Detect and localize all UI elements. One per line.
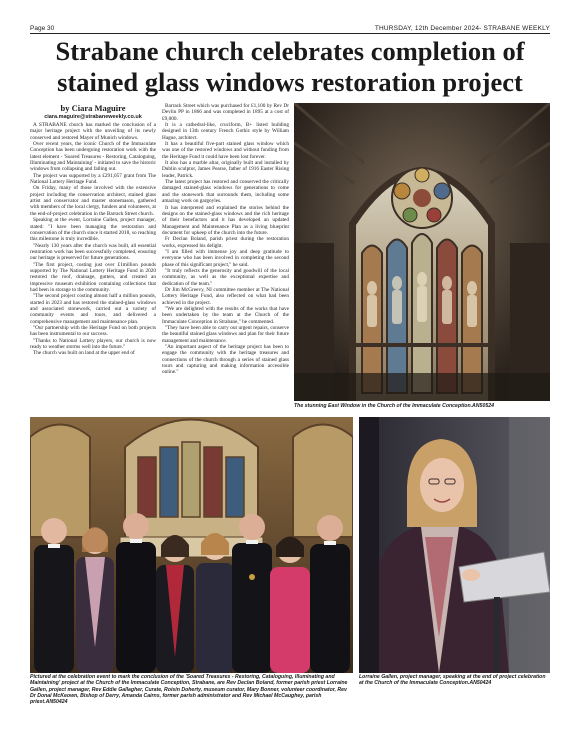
article-paragraph: It has interpreted and explained the stories behind the designs on the stained-glass windows and the rich heritage of their benefactors and it has developed an updated Management and Maintenance Plan as a living blueprint document for upkeep of the church into the future. <box>162 204 289 236</box>
article-column-1 <box>30 122 156 411</box>
article-paragraph: "Thanks to National Lottery players, our church is now ready to weather storms well into the future." <box>30 337 156 351</box>
headline-line-2: stained glass windows restoration project <box>57 67 523 97</box>
headline-line-1: Strabane church celebrates completion of <box>55 36 525 66</box>
article-paragraph: "Our partnership with the Heritage Fund on both projects has been instrumental to our success. <box>30 325 156 338</box>
article-paragraph: "They have been able to carry out urgent repairs, conserve the beautiful stained glass windows and plan for their future management and maintenance. <box>162 325 289 344</box>
article-paragraph: "An important aspect of the heritage project has been to engage the community with the heritage treasures and connections of the church through a series of stained glass tours and capturing and making information accessible online." <box>162 344 289 376</box>
byline <box>30 103 156 120</box>
dateline: THURSDAY, 12th December 2024- STRABANE WEEKLY <box>374 25 550 32</box>
page-number: Page 30 <box>30 25 55 32</box>
article-paragraph: "The second project costing almost half a million pounds, started in 2023 and has restored the stained-glass windows and associated stonework, carried out a variety of community events and tours, and delivered a comprehensive management and maintenance plan. <box>30 293 156 325</box>
headline <box>30 36 550 98</box>
article-paragraph: "I am filled with immense joy and deep gratitude to everyone who has been involved in completing the second phase of this significant project," he said. <box>162 248 289 268</box>
article-paragraph: Barrack Street which was purchased for £1,100 by Rev Dr Devlin PP in 1866 and was completed in 1895 at a cost of £9,000. <box>162 103 289 122</box>
group-photo-caption: Pictured at the celebration event to mark the conclusion of the 'Soared Treasures - Restoring, Cataloguing, Illuminating and Maintaining' project at the Church of the Immaculate Conception, Strabane, are Rev Declan Boland, former parish priest Lorraine Gallen, project manager, Rev Eddie Gallagher, Curate, Roisin Doherty, museum curator, Mary Bonner, volunteer coordinator, Rev Dr Donal McKeown, Bishop of Derry, Amanda Cairns, former parish administrator and Rev Michael McCaughey, parish priest.AN50424 <box>30 674 348 706</box>
article-paragraph: The church was built on land at the upper end of <box>33 350 135 357</box>
article-paragraph: On Friday, many of those involved with the extensive project including the conservation architect, stained glass artist and conservator and master stonemason, gathered with members of the local clergy, funders and volunteers, at the end-of-project celebration in the Barrack Street church. <box>30 185 156 217</box>
speaker-photo <box>359 417 550 673</box>
article-paragraph: Dr Jim McGreevy, NI committee member at The National Lottery Heritage Fund, also reflected on what had been achieved in the project. <box>162 286 289 306</box>
article-paragraph: The latest project has restored and conserved the critically damaged stained-glass windows for generations to come and the stonework that surrounds them, including some amazing work on gargoyles. <box>162 179 289 205</box>
group-photo <box>30 417 353 673</box>
stained-glass-window-photo <box>294 103 550 401</box>
article-paragraph: Fr Declan Boland, parish priest during the restoration works, expressed his delight. <box>162 236 289 249</box>
window-photo-caption: The stunning East Window in the Church of the Immaculate Conception.AN50524 <box>294 403 494 409</box>
article-paragraph: "Nearly 130 years after the church was built, all essential restoration work has been successfully completed, ensuring our heritage is preserved for future generations. <box>30 242 156 262</box>
author-name: by Ciara Maguire <box>60 103 126 113</box>
article-paragraph: It has a beautiful five-part stained glass window which was one of the restored windows and without funding from the Heritage Fund it could have been lost forever. <box>162 141 289 160</box>
article-paragraph: A STRABANE church has marked the conclusion of a major heritage project with the unveiling of its newly conserved and restored Mayer of Munich windows. <box>30 122 156 141</box>
article-column-2 <box>162 103 289 410</box>
article-paragraph: It is a cathedral-like, cruciform, B+ listed building designed in 13th century French Gothic style by William Hague, architect. <box>162 122 289 141</box>
article-paragraph: It also has a marble altar, originally built and installed by Dublin sculptor, James Pearse, father of 1916 Easter Rising leader, Patrick. <box>162 160 289 179</box>
article-paragraph: "The first project, costing just over £1million pounds supported by The National Lottery Heritage Fund in 2020 restored the roof, drainage, gutters, and created an impressive museum exhibition containing collections that had been in storage to the community. <box>30 261 156 293</box>
article-paragraph: Over recent years, the iconic Church of the Immaculate Conception has been undergoing restoration work with the latest element - 'Soared Treasures - Restoring, Cataloguing, Illuminating and Maintaining' - initiated to save the historic windows from collapsing and falling out. <box>30 141 156 173</box>
speaker-photo-caption: Lorraine Gallen, project manager, speaking at the end of project celebration at the Church of the Immaculate Conception.AN50424 <box>359 674 546 687</box>
article-paragraph: Speaking at the event, Lorraine Gallen, project manager, stated: "I have been managing the restoration and conservation of the church since it started 2018, so reaching this milestone is truly incredible. <box>30 217 156 243</box>
article-paragraph: "It truly reflects the generosity and goodwill of the local community, as well as the exceptional expertise and dedication of the team." <box>162 267 289 287</box>
article-paragraph: "We are delighted with the results of the works that have been undertaken by the team at the Church of the Immaculate Conception in Strabane," he commented. <box>162 306 289 325</box>
header-rule <box>30 33 550 34</box>
article-paragraph: The project was supported by a £291,057 grant from The National Lottery Heritage Fund. <box>30 172 156 186</box>
author-email: ciara.maguire@strabaneweekly.co.uk <box>44 114 142 120</box>
